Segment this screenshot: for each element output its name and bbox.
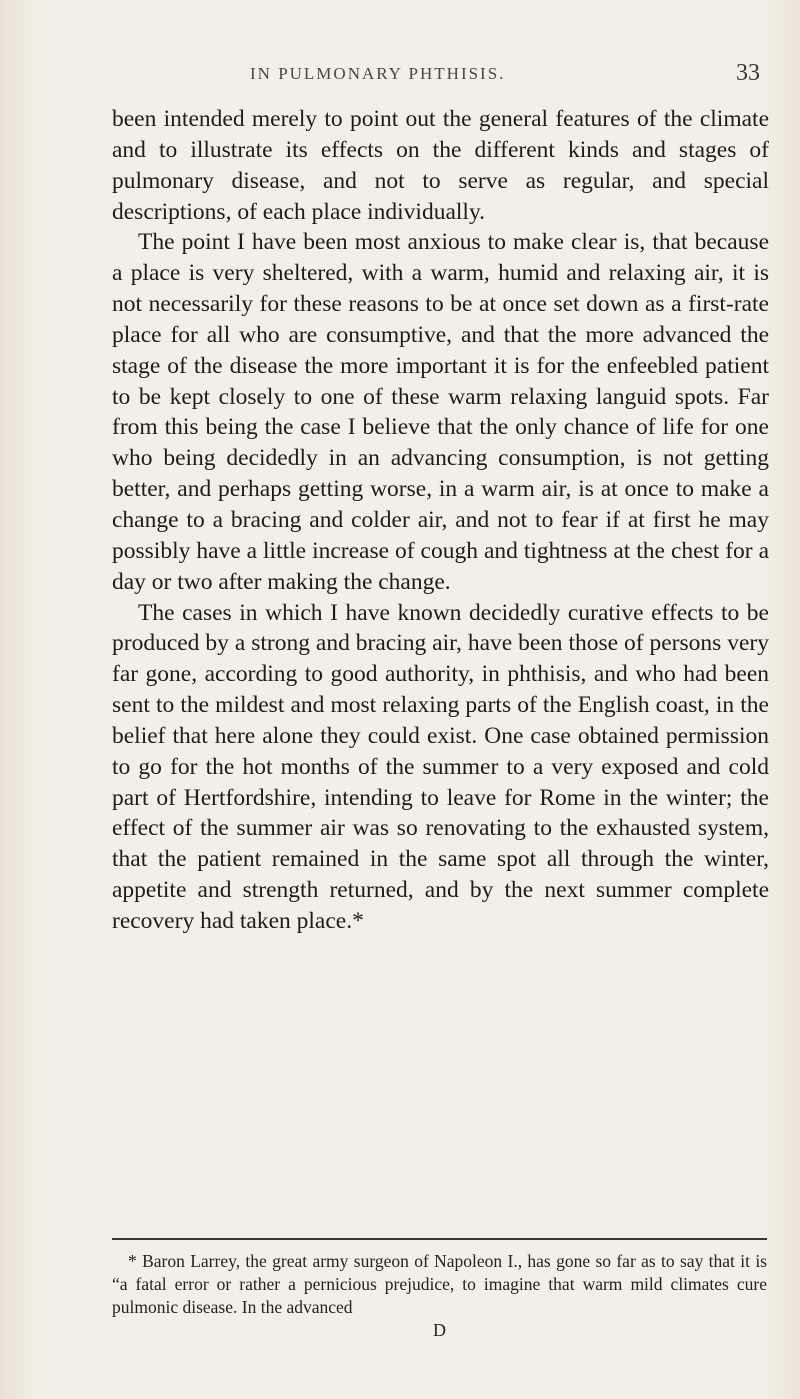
footnote-rule (112, 1238, 767, 1240)
footnote-text: * Baron Larrey, the great army surgeon of Napoleon I., has gone so far as to say that it is “a fatal error or rather a pernicious prejudice, to imagine that warm mild climates cure pulmonic disease. In the advanced (112, 1251, 767, 1317)
page-number: 33 (736, 60, 760, 86)
footnote (112, 1250, 767, 1319)
paragraph-continued: been intended merely to point out the general features of the climate and to illustrate its effects on the different kinds and stages of pulmonary disease, and not to serve as regular, and special descriptions, of each place individually. (112, 106, 769, 225)
paragraph-point-clear: The point I have been most anxious to make clear is, that because a place is very sheltered, with a warm, humid and relaxing air, it is not necessarily for these reasons to be at once set down as a first-rate place for all who are consumptive, and that the more advanced the stage of the disease the more important it is for the enfeebled patient to be kept closely to one of these warm relaxing languid spots. Far from this being the case I believe that the only chance of life for one who being decidedly in an advancing consumption, is not getting better, and perhaps getting worse, in a warm air, is at once to make a change to a bracing and colder air, and not to fear if at first he may possibly have a little increase of cough and tightness at the chest for a day or two after making the change. (112, 229, 769, 595)
paragraph-curative-cases: The cases in which I have known decidedly curative effects to be produced by a strong and bracing air, have been those of persons very far gone, according to good authority, in phthisis, and who had been sent to the mildest and most relaxing parts of the English coast, in the belief that here alone they could exist. One case obtained permission to go for the hot months of the summer to a very exposed and cold part of Hertfordshire, intending to leave for Rome in the winter; the effect of the summer air was so renovating to the exhausted system, that the patient remained in the same spot all through the winter, appetite and strength returned, and by the next summer complete recovery had taken place.* (112, 599, 769, 934)
body-text (112, 104, 769, 937)
signature-mark: D (433, 1320, 446, 1340)
running-head: IN PULMONARY PHTHISIS. (250, 64, 506, 83)
page-header (110, 58, 770, 98)
